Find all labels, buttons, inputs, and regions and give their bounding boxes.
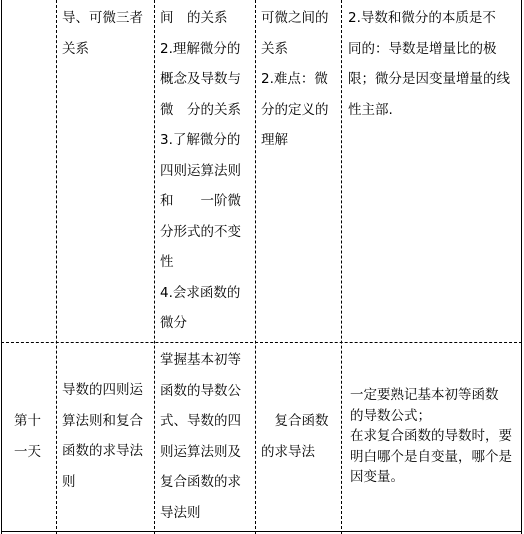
row1-content-cell (62, 3, 143, 64)
row2-key-points-cell (261, 406, 329, 467)
row2-goals-line: 导法则 (160, 504, 201, 521)
row2-goals-cell (160, 345, 241, 528)
table-bottom-border (1, 531, 522, 532)
row1-goals-line: 间 的关系 (160, 10, 228, 26)
row1-goals-line: 4.会求函数的 (160, 284, 241, 301)
row1-notes-line: 限；微分是因变量增量的线 (348, 71, 510, 87)
row1-key-points-cell (261, 3, 329, 156)
row1-key-points-line: 分的定义的 (261, 101, 329, 118)
row1-key-points-line: 2.难点：微 (261, 71, 328, 87)
row1-goals-line: 性 (160, 254, 174, 270)
row2-content-line: 则 (62, 473, 76, 490)
row1-goals-line: 3.了解微分的 (160, 132, 241, 148)
row2-notes-cell (350, 385, 512, 488)
row2-content-line: 算法则和复合 (62, 412, 143, 429)
row2-notes-line: 在求复合函数的导数时，要 (350, 428, 512, 444)
table-left-border (1, 0, 2, 534)
column-divider-3 (255, 0, 256, 534)
row2-content-line: 导数的四则运 (62, 382, 143, 398)
row1-goals-cell (160, 3, 241, 339)
row2-notes-line: 一定要熟记基本初等函数 (350, 387, 499, 403)
row1-key-points-line: 可微之间的 (261, 10, 329, 26)
column-divider-2 (154, 0, 155, 534)
column-divider-4 (341, 0, 342, 534)
row1-notes-line: 同的：导数是增量比的极 (348, 40, 497, 57)
row2-content-line: 函数的求导法 (62, 443, 143, 459)
row2-day-line: 第十 (14, 413, 41, 429)
row1-key-points-line: 关系 (261, 40, 288, 57)
row1-key-points-line: 理解 (261, 132, 288, 148)
row1-goals-line: 微 分的关系 (160, 101, 241, 118)
row2-content-cell (62, 375, 143, 497)
row1-goals-line: 2.理解微分的 (160, 40, 241, 57)
row2-notes-line: 明白哪个是自变量，哪个是 (350, 448, 512, 465)
row1-goals-line: 和 一阶微 (160, 193, 241, 209)
row2-goals-line: 函数的导数公 (160, 382, 241, 399)
row2-notes-line: 因变量。 (350, 469, 404, 485)
column-divider-1 (56, 0, 57, 534)
row2-key-points-line: 的求导法 (261, 443, 315, 460)
row2-notes-line: 的导数公式； (350, 407, 431, 424)
table-right-border (521, 0, 522, 534)
row1-notes-line: 2.导数和微分的本质是不 (348, 10, 496, 26)
row2-key-points-line: 复合函数 (261, 413, 329, 429)
row1-content-line: 关系 (62, 40, 89, 57)
row1-content-line: 导、可微三者 (62, 10, 143, 26)
row2-day-cell (14, 406, 41, 467)
row2-day-line: 一天 (14, 443, 41, 460)
row1-goals-line: 四则运算法则 (160, 162, 241, 179)
row1-goals-line: 微分 (160, 315, 187, 331)
row2-goals-line: 掌握基本初等 (160, 352, 241, 368)
row1-notes-cell (348, 3, 510, 125)
row-divider (1, 342, 522, 343)
row2-goals-line: 则运算法则及 (160, 443, 241, 460)
row1-goals-line: 概念及导数与 (160, 71, 241, 87)
row2-goals-line: 式、导数的四 (160, 413, 241, 429)
row2-goals-line: 复合函数的求 (160, 474, 241, 490)
row1-notes-line: 性主部. (348, 101, 393, 118)
row1-goals-line: 分形式的不变 (160, 223, 241, 240)
